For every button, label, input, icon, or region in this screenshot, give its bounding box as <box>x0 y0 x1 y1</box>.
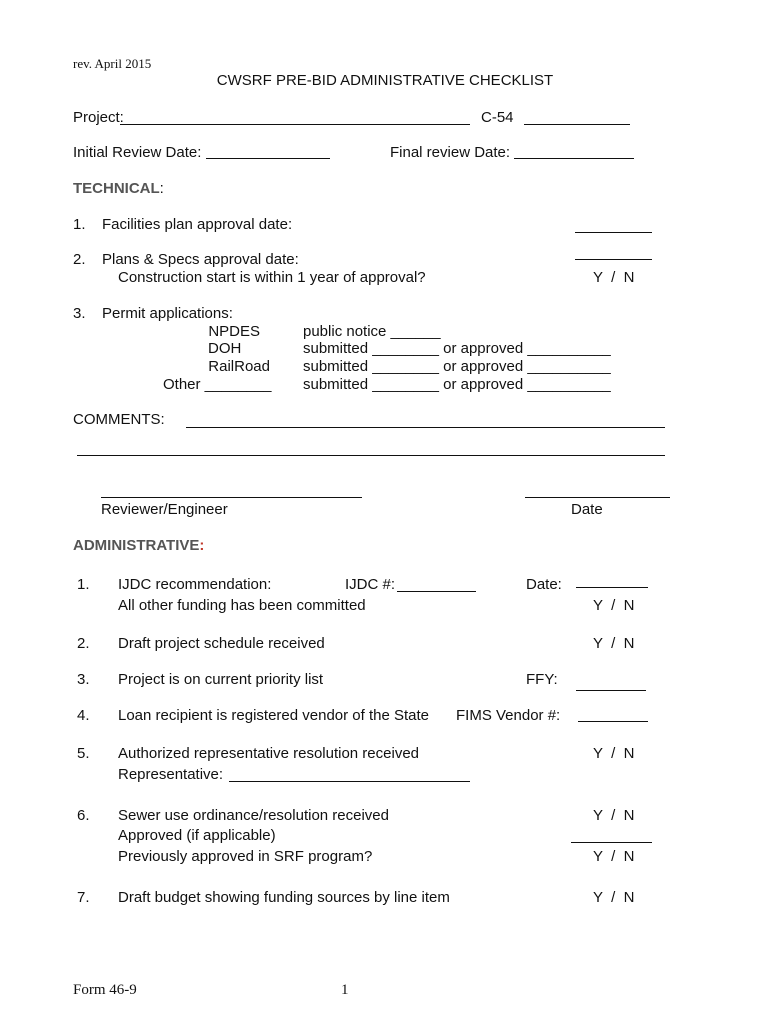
admin-item-text: Project is on current priority list <box>118 671 324 688</box>
ffy-label: FFY: <box>526 671 558 688</box>
revision-label: rev. April 2015 <box>73 56 152 71</box>
yes-no-choice[interactable]: Y / N <box>593 807 635 824</box>
representative-field[interactable] <box>229 781 470 782</box>
permit-label: DOH <box>208 340 242 357</box>
form-number: Form 46-9 <box>73 982 137 998</box>
approved-field[interactable] <box>571 842 652 843</box>
permit-detail[interactable]: public notice ______ <box>303 323 441 340</box>
page-title: CWSRF PRE-BID ADMINISTRATIVE CHECKLIST <box>216 72 554 89</box>
comments-line[interactable] <box>77 455 665 456</box>
final-review-label: Final review Date: <box>390 144 511 161</box>
date-label: Date <box>571 501 603 518</box>
final-review-field[interactable] <box>514 158 634 159</box>
administrative-heading-colon: : <box>199 537 205 554</box>
tech-item-number: 1. <box>73 216 86 233</box>
ijdc-label: IJDC #: <box>345 576 396 593</box>
initial-review-field[interactable] <box>206 158 330 159</box>
tech-item-number: 3. <box>73 305 86 322</box>
administrative-heading <box>73 538 204 553</box>
yes-no-choice[interactable]: Y / N <box>593 597 635 614</box>
c54-label: C-54 <box>481 109 514 126</box>
reviewer-label: Reviewer/Engineer <box>101 501 228 518</box>
page-number: 1 <box>341 982 349 998</box>
ijdc-date-label: Date: <box>526 576 562 593</box>
admin-item-subtext: Representative: <box>118 766 224 783</box>
tech-item-number: 2. <box>73 251 86 268</box>
permit-label[interactable]: Other ________ <box>163 376 272 393</box>
yes-no-choice[interactable]: Y / N <box>593 269 635 286</box>
tech-item-text: Permit applications: <box>102 305 233 322</box>
ijdc-number-field[interactable] <box>397 591 476 592</box>
admin-item-number: 7. <box>77 889 90 906</box>
yes-no-choice[interactable]: Y / N <box>593 635 635 652</box>
initial-review-label: Initial Review Date: <box>73 144 202 161</box>
admin-item-number: 5. <box>77 745 90 762</box>
reviewer-date-field[interactable] <box>525 497 670 498</box>
facilities-plan-date-field[interactable] <box>575 232 652 233</box>
admin-item-text: IJDC recommendation: <box>118 576 272 593</box>
ijdc-date-field[interactable] <box>576 587 648 588</box>
admin-item-text: Authorized representative resolution received <box>118 745 420 762</box>
admin-item-subtext: Approved (if applicable) <box>118 827 276 844</box>
plans-specs-date-field[interactable] <box>575 259 652 260</box>
technical-heading <box>73 181 164 196</box>
administrative-heading-text: ADMINISTRATIVE <box>73 537 200 554</box>
admin-item-subtext: Previously approved in SRF program? <box>118 848 373 865</box>
fims-vendor-field[interactable] <box>578 721 648 722</box>
admin-item-text: Sewer use ordinance/resolution received <box>118 807 389 824</box>
admin-item-number: 2. <box>77 635 90 652</box>
permit-label: NPDES <box>208 323 260 340</box>
yes-no-choice[interactable]: Y / N <box>593 889 635 906</box>
admin-item-text: Loan recipient is registered vendor of the State <box>118 707 430 724</box>
comments-line[interactable] <box>186 427 665 428</box>
project-label: Project: <box>73 109 124 126</box>
project-field[interactable] <box>120 124 470 125</box>
admin-item-number: 3. <box>77 671 90 688</box>
fims-vendor-label: FIMS Vendor #: <box>456 707 561 724</box>
permit-detail[interactable]: submitted ________ or approved __________ <box>303 340 611 357</box>
admin-item-text: Draft budget showing funding sources by line item <box>118 889 450 906</box>
permit-label: RailRoad <box>208 358 270 375</box>
admin-item-subtext: All other funding has been committed <box>118 597 366 614</box>
admin-item-number: 1. <box>77 576 90 593</box>
permit-detail[interactable]: submitted ________ or approved __________ <box>303 358 611 375</box>
ffy-field[interactable] <box>576 690 646 691</box>
c54-field[interactable] <box>524 124 630 125</box>
admin-item-number: 4. <box>77 707 90 724</box>
admin-item-number: 6. <box>77 807 90 824</box>
yes-no-choice[interactable]: Y / N <box>593 848 635 865</box>
tech-item-text: Plans & Specs approval date: <box>102 251 299 268</box>
tech-item-text: Facilities plan approval date: <box>102 216 293 233</box>
yes-no-choice[interactable]: Y / N <box>593 745 635 762</box>
permit-detail[interactable]: submitted ________ or approved __________ <box>303 376 611 393</box>
comments-label: COMMENTS: <box>73 411 165 428</box>
admin-item-text: Draft project schedule received <box>118 635 325 652</box>
tech-item-subtext: Construction start is within 1 year of approval? <box>118 269 426 286</box>
technical-heading-colon: : <box>159 180 164 197</box>
reviewer-signature-field[interactable] <box>101 497 362 498</box>
technical-heading-text: TECHNICAL <box>73 180 160 197</box>
